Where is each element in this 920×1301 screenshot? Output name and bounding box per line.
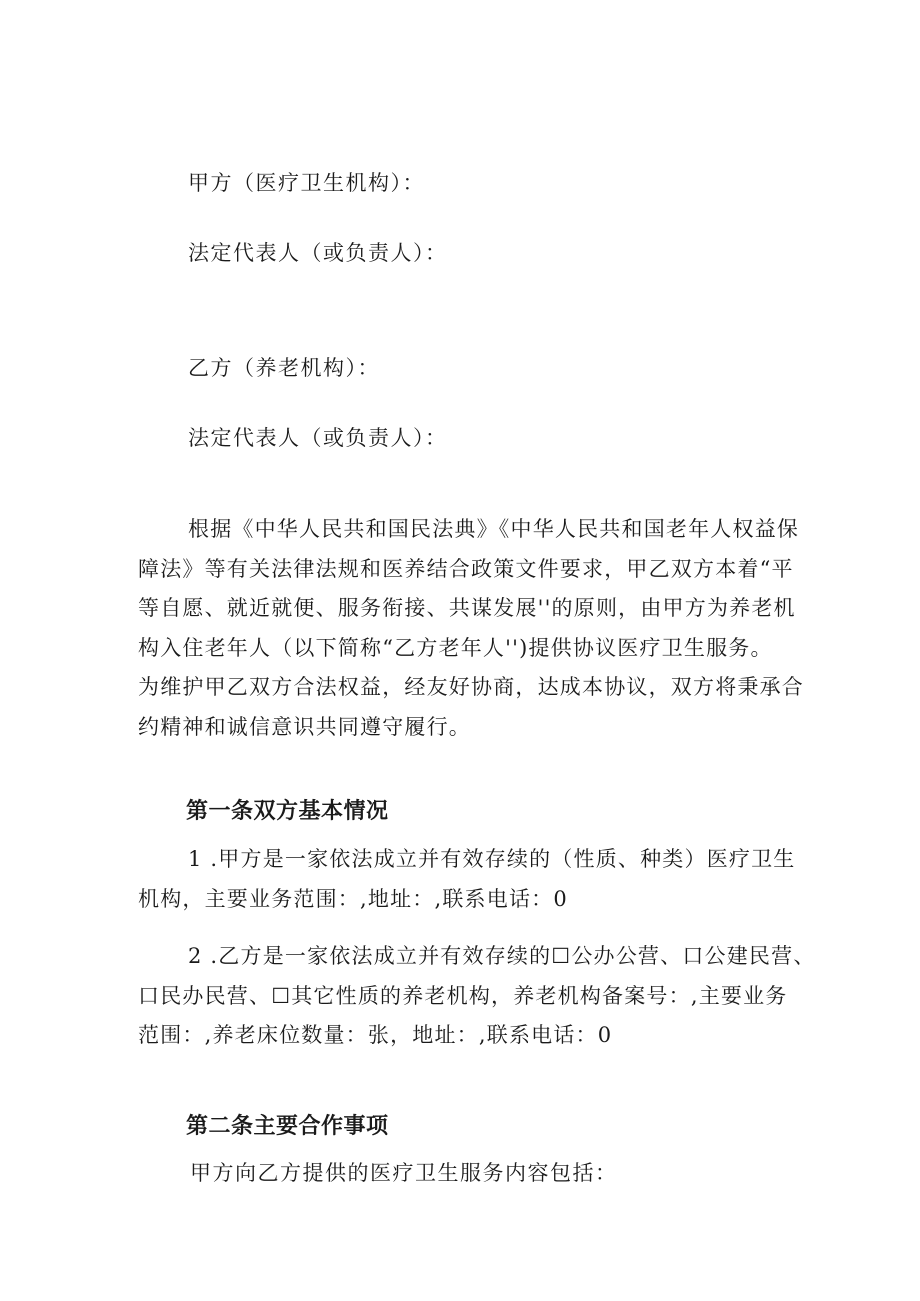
party-a-representative-label: 法定代表人（或负责人）： — [188, 241, 448, 265]
preamble-paragraph — [138, 510, 804, 747]
preamble-line: 障法》等有关法律法规和医养结合政策文件要求，甲乙双方本着“平 — [138, 556, 794, 581]
article-1-item-1 — [138, 840, 796, 919]
article-1-item-2 — [138, 937, 816, 1056]
preamble-line: 等自愿、就近就便、服务衔接、共谋发展''的原则，由甲方为养老机 — [138, 596, 796, 620]
article-1-item-1-line: 1 .甲方是一家依法成立并有效存续的（性质、种类）医疗卫生 — [188, 847, 796, 871]
preamble-line: 构入住老年人（以下简称“乙方老年人'')提供协议医疗卫生服务。 — [138, 635, 773, 660]
preamble-line: 根据《中华人民共和国民法典》《中华人民共和国老年人权益保 — [188, 517, 800, 541]
party-a-label: 甲方（医疗卫生机构）： — [188, 171, 425, 195]
article-1-heading: 第一条双方基本情况 — [186, 799, 389, 824]
party-b-label: 乙方（养老机构）： — [188, 356, 380, 380]
article-1-item-1-line: 机构，主要业务范围：,地址：,联系电话：0 — [138, 886, 568, 911]
preamble-line: 约精神和诚信意识共同遵守履行。 — [138, 714, 471, 739]
party-b-representative-label: 法定代表人（或负责人）： — [188, 426, 448, 450]
article-1-item-2-line: 范围：,养老床位数量：张，地址：,联系电话：0 — [138, 1023, 613, 1047]
article-1-item-2-line: 口民办民营、☐其它性质的养老机构，养老机构备案号：,主要业务 — [138, 983, 788, 1008]
article-1-item-2-line: 2 .乙方是一家依法成立并有效存续的☐公办公营、口公建民营、 — [188, 944, 816, 968]
preamble-line: 为维护甲乙双方合法权益，经友好协商，达成本协议，双方将秉承合 — [138, 675, 804, 699]
article-2-heading: 第二条主要合作事项 — [186, 1114, 389, 1139]
article-2-intro: 甲方向乙方提供的医疗卫生服务内容包括： — [190, 1161, 618, 1185]
